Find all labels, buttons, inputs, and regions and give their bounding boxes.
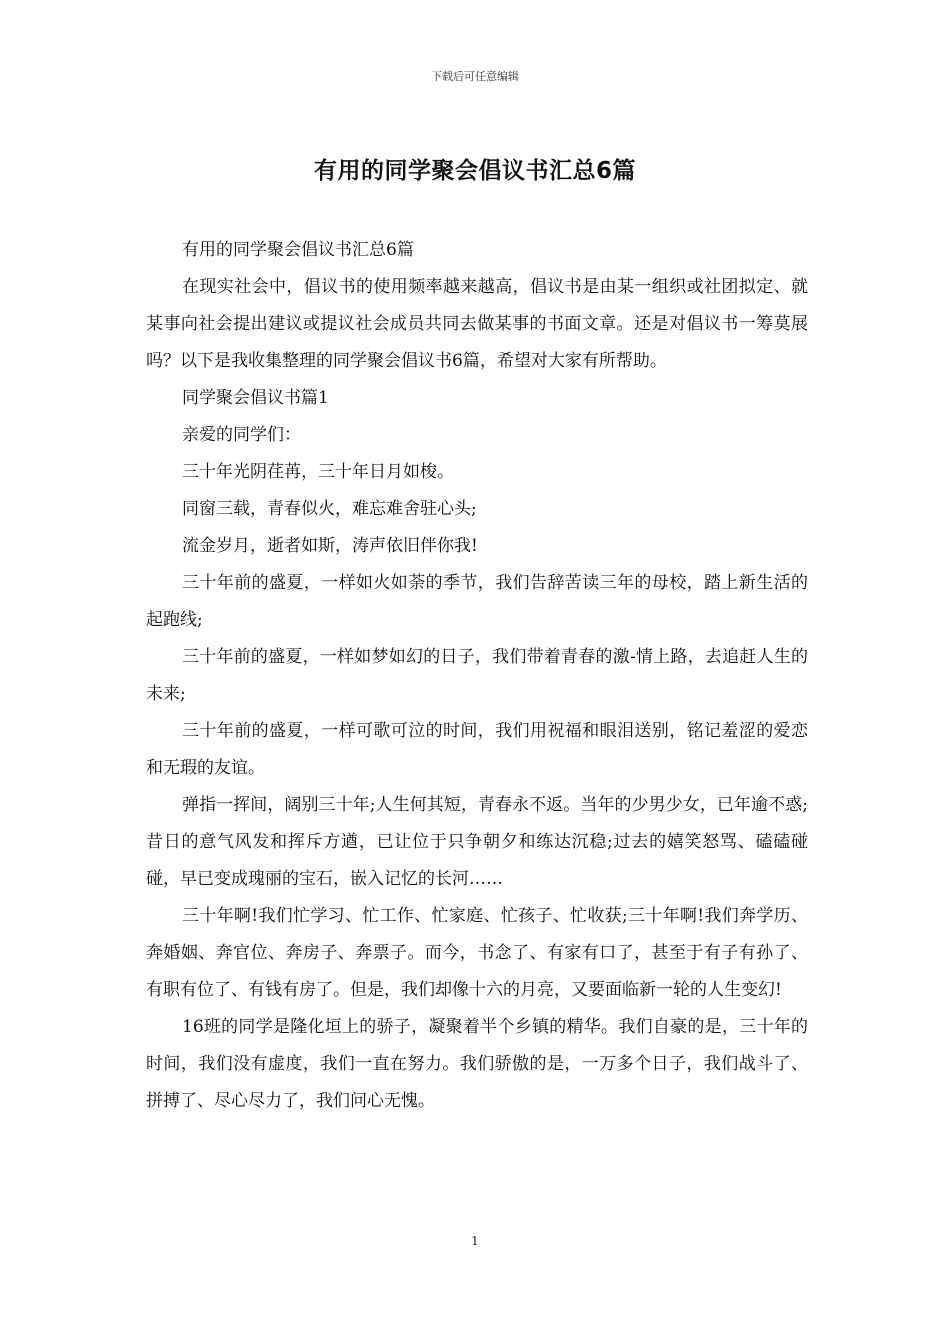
body-paragraph: 弹指一挥间，阔别三十年;人生何其短，青春永不返。当年的少男少女，已年逾不惑;昔日的意气风发和挥斥方遒，已让位于只争朝夕和练达沉稳;过去的嬉笑怒骂、磕磕碰碰，早已变成瑰丽的宝石，嵌入记忆的长河…… [146, 795, 808, 889]
body-paragraph: 同窗三载，青春似火，难忘难舍驻心头; [182, 499, 477, 519]
body-paragraph: 三十年光阴荏苒，三十年日月如梭。 [182, 462, 454, 482]
body-paragraph: 三十年前的盛夏，一样可歌可泣的时间，我们用祝福和眼泪送别，铭记羞涩的爱恋和无瑕的友谊。 [146, 721, 808, 778]
intro-paragraph: 在现实社会中，倡议书的使用频率越来越高，倡议书是由某一组织或社团拟定、就某事向社会提出建议或提议社会成员共同去做某事的书面文章。还是对倡议书一筹莫展吗？以下是我收集整理的同学聚会倡议书6篇，希望对大家有所帮助。 [146, 277, 808, 371]
body-paragraph: 16班的同学是隆化垣上的骄子，凝聚着半个乡镇的精华。我们自豪的是，三十年的时间，我们没有虚度，我们一直在努力。我们骄傲的是，一万多个日子，我们战斗了、拼搏了、尽心尽力了，我们问心无愧。 [146, 1017, 808, 1111]
body-paragraph: 三十年啊!我们忙学习、忙工作、忙家庭、忙孩子、忙收获;三十年啊!我们奔学历、奔婚姻、奔官位、奔房子、奔票子。而今，书念了、有家有口了，甚至于有子有孙了、有职有位了、有钱有房了。但是，我们却像十六的月亮，又要面临新一轮的人生变幻! [146, 906, 808, 1000]
page-header-note: 下载后可任意编辑 [431, 70, 519, 83]
document-title: 有用的同学聚会倡议书汇总6篇 [313, 158, 636, 184]
subtitle-paragraph: 有用的同学聚会倡议书汇总6篇 [182, 240, 414, 260]
body-paragraph: 流金岁月，逝者如斯，涛声依旧伴你我! [182, 536, 478, 556]
body-paragraph: 三十年前的盛夏，一样如梦如幻的日子，我们带着青春的激-情上路，去追赶人生的未来; [146, 647, 808, 704]
salutation-paragraph: 亲爱的同学们： [182, 425, 301, 445]
section-heading: 同学聚会倡议书篇1 [182, 388, 329, 408]
body-paragraph: 三十年前的盛夏，一样如火如荼的季节，我们告辞苦读三年的母校，踏上新生活的起跑线; [146, 573, 808, 630]
document-body [146, 232, 808, 1120]
page-number: 1 [471, 1234, 479, 1248]
